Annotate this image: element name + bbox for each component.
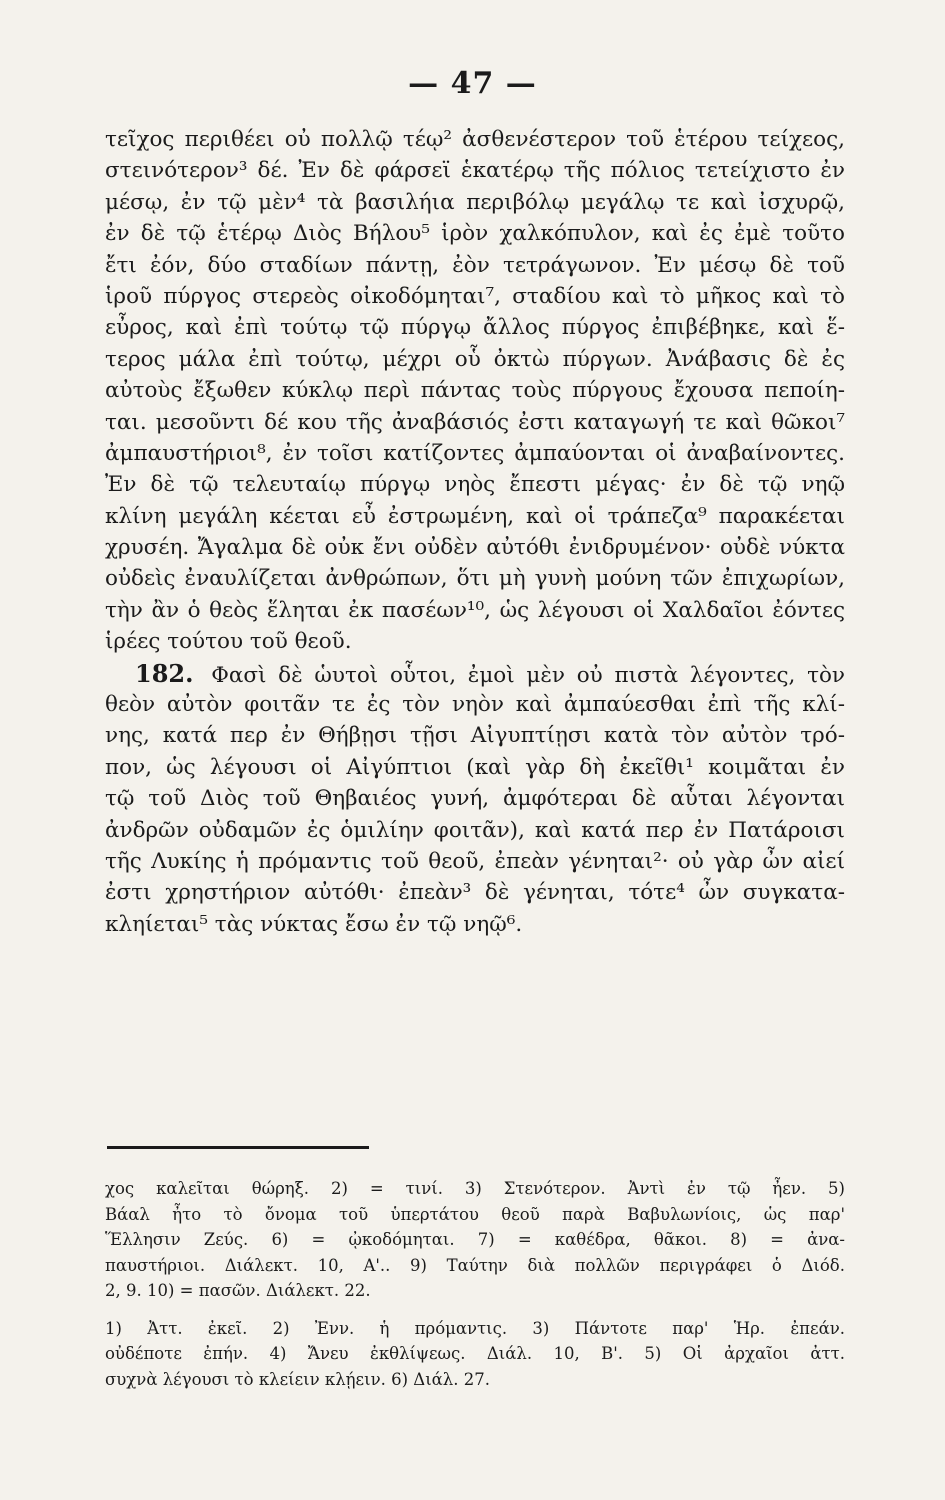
- text-line: πον, ὡς λέγουσι οἱ Αἰγύπτιοι (καὶ γὰρ δὴ ἐκεῖθι¹ κοιμᾶται ἐν: [105, 754, 845, 780]
- text-line: τερος μάλα ἐπὶ τούτῳ, μέχρι οὗ ὀκτὼ πύργων. Ἀνάβασις δὲ ἐς: [105, 346, 845, 372]
- text-line: οὐδεὶς ἐναυλίζεται ἀνθρώπων, ὅτι μὴ γυνὴ μούνη τῶν ἐπιχωρίων,: [105, 566, 845, 592]
- page-number: — 47 —: [408, 66, 537, 101]
- text-line: τὴν ἂν ὁ θεὸς ἕληται ἐκ πασέων¹⁰, ὡς λέγουσι οἱ Χαλδαῖοι ἐόντες: [105, 597, 845, 623]
- text-line: τεῖχος περιθέει οὐ πολλῷ τέῳ² ἀσθενέστερον τοῦ ἑτέρου τείχεος,: [105, 127, 845, 152]
- text-line: στεινότερον³ δέ. Ἐν δὲ φάρσεϊ ἑκατέρῳ τῆς πόλιος τετείχιστο ἐν: [105, 158, 845, 184]
- section-number: 182.: [135, 658, 194, 688]
- text-line: μέσῳ, ἐν τῷ μὲν⁴ τὰ βασιλήια περιβόλῳ μεγάλῳ τε καὶ ἰσχυρῷ,: [105, 189, 845, 215]
- text-line: θεὸν αὐτὸν φοιτᾶν τε ἐς τὸν νηὸν καὶ ἀμπαύεσθαι ἐπὶ τῆς κλί-: [105, 692, 845, 718]
- footnotes-block-1: [105, 1176, 845, 1304]
- text-line: ἐν δὲ τῷ ἑτέρῳ Διὸς Βήλου⁵ ἱρὸν χαλκόπυλον, καὶ ἐς ἐμὲ τοῦτο: [105, 221, 845, 247]
- text-line: ται. μεσοῦντι δέ κου τῆς ἀναβάσιός ἐστι καταγωγή τε καὶ θῶκοι⁷: [105, 409, 845, 435]
- text-line: ἐστι χρηστήριον αὐτόθι· ἐπεὰν³ δὲ γένηται, τότε⁴ ὦν συγκατα-: [105, 880, 845, 906]
- text-line: εὖρος, καὶ ἐπὶ τούτῳ τῷ πύργῳ ἄλλος πύργος ἐπιβέβηκε, καὶ ἕ-: [105, 315, 845, 341]
- text-line: Ἐν δὲ τῷ τελευταίῳ πύργῳ νηὸς ἔπεστι μέγας· ἐν δὲ τῷ νηῷ: [105, 472, 845, 498]
- footnote-line: Ἕλλησιν Ζεύς. 6) = ᾠκοδόμηται. 7) = καθέδρα, θᾶκοι. 8) = ἀνα-: [105, 1230, 845, 1249]
- text-line: χρυσέη. Ἄγαλμα δὲ οὐκ ἔνι οὐδὲν αὐτόθι ἐνιδρυμένον· οὐδὲ νύκτα: [105, 535, 845, 561]
- footnote-line: 2, 9. 10) = πασῶν. Διάλεκτ. 22.: [105, 1281, 371, 1300]
- section-182-paragraph: [105, 689, 845, 940]
- footnote-line: συχνὰ λέγουσι τὸ κλείειν κλῄειν. 6) Διάλ. 27.: [105, 1369, 490, 1389]
- text-line: ἀμπαυστήριοι⁸, ἐν τοῖσι κατίζοντες ἀμπαύονται οἱ ἀναβαίνοντες.: [105, 440, 845, 466]
- text-line: ἀνδρῶν οὐδαμῶν ἐς ὁμιλίην φοιτᾶν), καὶ κατά περ ἐν Πατάροισι: [105, 817, 845, 843]
- text-line: αὐτοὺς ἔξωθεν κύκλῳ περὶ πάντας τοὺς πύργους ἔχουσα πεποίη-: [105, 378, 845, 404]
- footnotes-block-2: [105, 1316, 845, 1393]
- footnote-line: 1) Ἀττ. ἐκεῖ. 2) Ἐνν. ἡ πρόμαντις. 3) Πάντοτε παρ' Ἡρ. ἐπεάν.: [105, 1318, 845, 1338]
- text-line: ἔτι ἐόν, δύο σταδίων πάντῃ, ἐὸν τετράγωνον. Ἐν μέσῳ δὲ τοῦ: [105, 252, 845, 278]
- footnote-line: χος καλεῖται θώρηξ. 2) = τινί. 3) Στενότερον. Ἀντὶ ἐν τῷ ἦεν. 5): [105, 1179, 845, 1198]
- text-line: νης, κατά περ ἐν Θήβῃσι τῇσι Αἰγυπτίῃσι κατὰ τὸν αὐτὸν τρό-: [105, 723, 845, 749]
- footnote-line: παυστήριοι. Διάλεκτ. 10, Α'.. 9) Ταύτην διὰ πολλῶν περιγράφει ὁ Διόδ.: [105, 1255, 845, 1275]
- footnote-divider: [107, 1146, 369, 1149]
- text-line: κληίεται⁵ τὰς νύκτας ἔσω ἐν τῷ νηῷ⁶.: [105, 911, 523, 937]
- text-line: τῆς Λυκίης ἡ πρόμαντις τοῦ θεοῦ, ἐπεὰν γένηται²· οὐ γὰρ ὦν αἰεί: [105, 848, 845, 874]
- footnote-line: Βάαλ ἦτο τὸ ὄνομα τοῦ ὑπερτάτου θεοῦ παρὰ Βαβυλωνίοις, ὡς παρ': [105, 1204, 845, 1224]
- text-line: ἱροῦ πύργος στερεὸς οἰκοδόμηται⁷, σταδίου καὶ τὸ μῆκος καὶ τὸ: [105, 283, 845, 309]
- footnotes: [105, 1176, 845, 1404]
- section-first-line-text: Φασὶ δὲ ὡυτοὶ οὗτοι, ἐμοὶ μὲν οὐ πιστὰ λέγοντες, τὸν: [211, 662, 845, 688]
- text-line: κλίνη μεγάλη κέεται εὖ ἐστρωμένη, καὶ οἱ τράπεζα⁹ παρακέεται: [105, 503, 845, 529]
- main-text: [105, 124, 845, 940]
- section-182-first-line: [105, 658, 845, 689]
- main-paragraph: [105, 124, 845, 658]
- footnote-line: οὐδέποτε ἐπήν. 4) Ἄνευ ἐκθλίψεως. Διάλ. 10, Β'. 5) Οἱ ἀρχαῖοι ἀττ.: [105, 1344, 845, 1363]
- text-line: τῷ τοῦ Διὸς τοῦ Θηβαιέος γυνή, ἀμφότεραι δὲ αὗται λέγονται: [105, 786, 845, 812]
- text-line: ἱρέες τούτου τοῦ θεοῦ.: [105, 629, 352, 655]
